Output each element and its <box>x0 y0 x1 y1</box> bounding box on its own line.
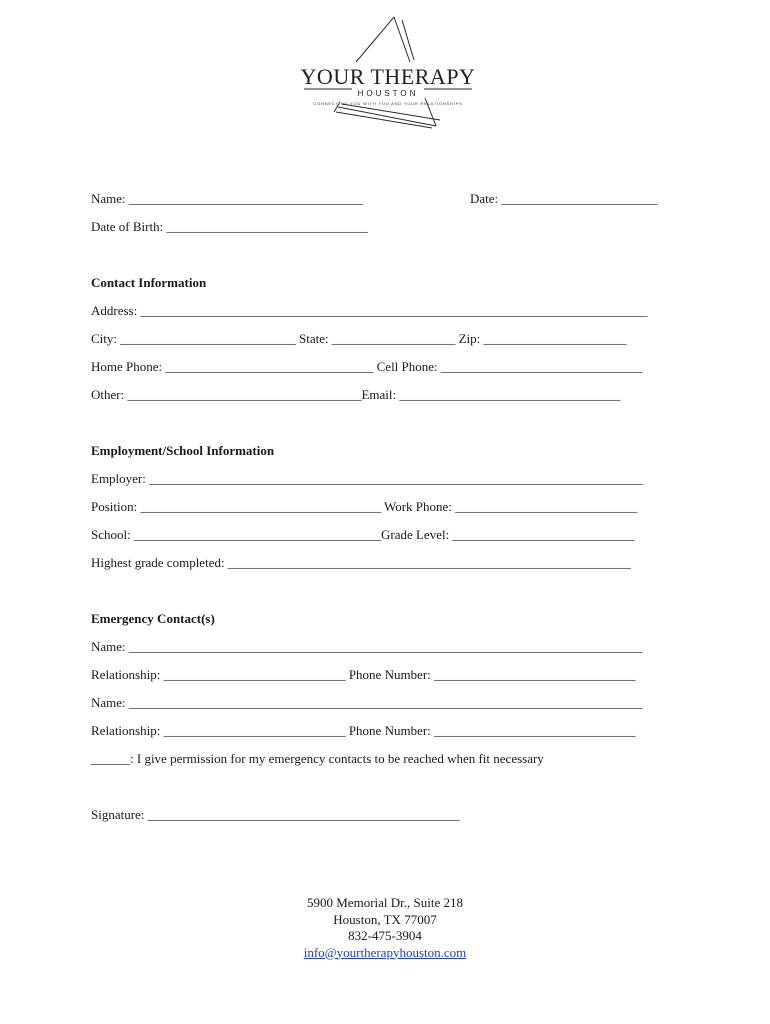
signature-field[interactable]: Signature: ________________________________________________ <box>91 807 460 822</box>
logo-tagline: CONNECTING YOU WITH YOU AND YOUR RELATIONSHIPS <box>313 101 463 106</box>
logo <box>290 12 486 130</box>
school-field[interactable]: School: ______________________________________Grade Level: ____________________________ <box>91 527 635 542</box>
footer-email-link[interactable]: info@yourtherapyhouston.com <box>303 944 467 960</box>
highest-grade-field[interactable]: Highest grade completed: ______________________________________________________________ <box>91 555 631 570</box>
employer-field[interactable]: Employer: ____________________________________________________________________________ <box>91 471 644 486</box>
emergency-relationship-2-field[interactable]: Relationship: ____________________________ Phone Number: _______________________________ <box>91 723 636 738</box>
other-email-fields[interactable]: Other: ____________________________________Email: __________________________________ <box>91 387 621 402</box>
emergency-relationship-1-field[interactable]: Relationship: ____________________________ Phone Number: _______________________________ <box>91 667 636 682</box>
logo-city: HOUSTON <box>357 89 419 98</box>
footer-address-1: 5900 Memorial Dr., Suite 218 <box>307 895 463 910</box>
phone-fields[interactable]: Home Phone: ________________________________ Cell Phone: _______________________________ <box>91 359 643 374</box>
emergency-heading: Emergency Contact(s) <box>91 611 215 626</box>
permission-field[interactable]: ______: I give permission for my emergency contacts to be reached when fit necessary <box>91 751 544 766</box>
logo-name: YOUR THERAPY <box>300 64 476 89</box>
employment-heading: Employment/School Information <box>91 443 275 458</box>
city-state-zip-field[interactable]: City: ___________________________ State: ___________________ Zip: ______________________ <box>91 331 627 346</box>
emergency-name-1-field[interactable]: Name: _______________________________________________________________________________ <box>91 639 643 654</box>
emergency-name-2-field[interactable]: Name: _______________________________________________________________________________ <box>91 695 643 710</box>
name-field[interactable]: Name: ____________________________________ <box>91 191 363 206</box>
address-field[interactable]: Address: ______________________________________________________________________________ <box>91 303 648 318</box>
footer <box>0 895 770 961</box>
footer-phone: 832-475-3904 <box>348 928 422 943</box>
date-of-birth-field[interactable]: Date of Birth: _______________________________ <box>91 219 368 234</box>
date-field[interactable]: Date: ________________________ <box>470 191 658 206</box>
footer-address-2: Houston, TX 77007 <box>333 911 437 927</box>
contact-heading: Contact Information <box>91 275 207 290</box>
position-field[interactable]: Position: _____________________________________ Work Phone: ____________________________ <box>91 499 638 514</box>
